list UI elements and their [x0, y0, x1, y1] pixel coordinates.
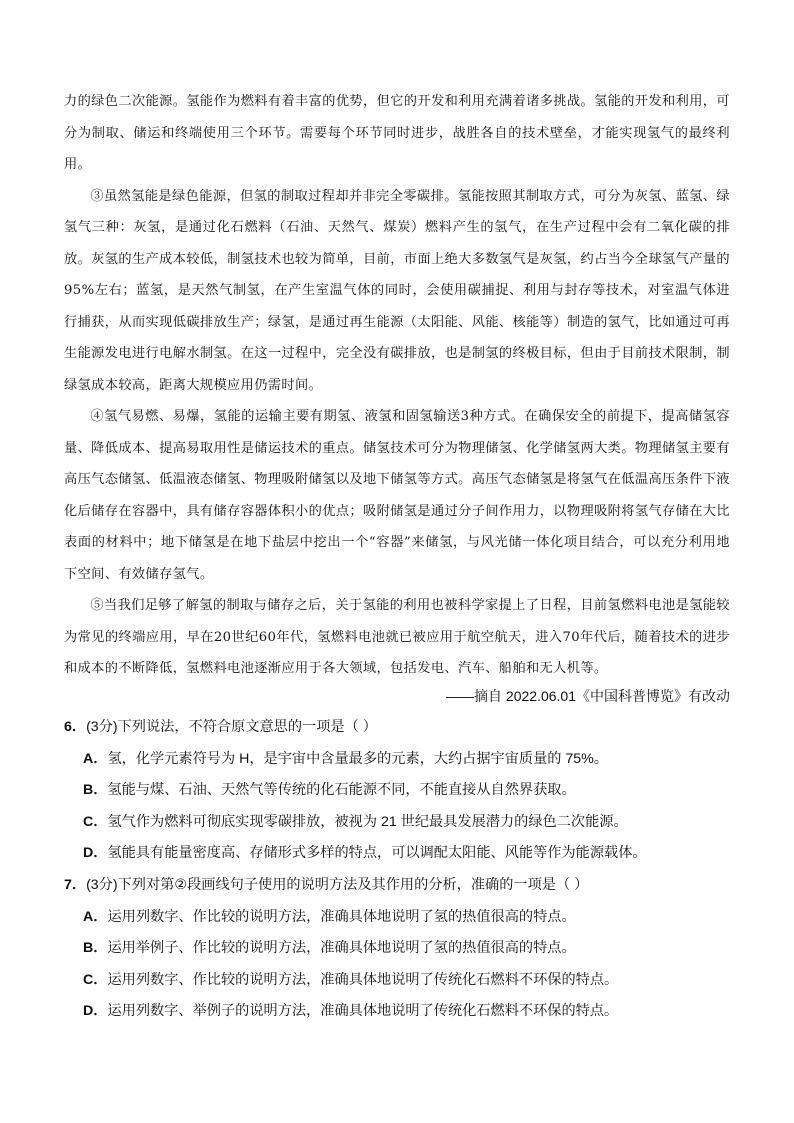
- option-text: 氢气作为燃料可彻底实现零碳排放，被视为 21 世纪最具发展潜力的绿色二次能源。: [107, 813, 628, 830]
- reading-passage: [64, 86, 730, 685]
- paragraph-5: ⑤当我们足够了解氢的制取与储存之后，关于氢能的利用也被科学家提上了日程，目前氢燃料电池是氢能较为常见的终端应用，早在20世纪60年代，氢燃料电池就已被应用于航空航天，进入70年代后，随着技术的进步和成本的不断降低，氢燃料电池逐渐应用于各大领域，包括发电、汽车、船舶和无人机等。: [64, 598, 730, 676]
- option-text: 运用列数字、作比较的说明方法，准确具体地说明了传统化石燃料不环保的特点。: [107, 971, 619, 988]
- option-text: 运用列数字、举例子的说明方法，准确具体地说明了传统化石燃料不环保的特点。: [107, 1003, 619, 1020]
- option-letter: B．: [83, 940, 108, 957]
- option-b[interactable]: [64, 775, 734, 807]
- option-letter: D．: [83, 845, 108, 862]
- paragraph-2-continuation: 力的绿色二次能源。氢能作为燃料有着丰富的优势，但它的开发和利用充满着诸多挑战。氢能的开发和利用，可分为制取、储运和终端使用三个环节。需要每个环节同时进步，战胜各自的技术壁垒，才能实现氢气的最终利用。: [64, 94, 730, 172]
- option-d[interactable]: [64, 838, 734, 870]
- option-b[interactable]: [64, 933, 734, 965]
- option-a[interactable]: [64, 744, 734, 776]
- question-list: [64, 712, 734, 1028]
- paragraph-4: ④氢气易燃、易爆，氢能的运输主要有期氢、液氢和固氢输送3种方式。在确保安全的前提下，提高储氢容量、降低成本、提高易取用性是储运技术的重点。储氢技术可分为物理储氢、化学储氢两大类。物理储氢主要有高压气态储氢、低温液态储氢、物理吸附储氢以及地下储氢等方式。高压气态储氢是将氢气在低温高压条件下液化后储存在容器中，具有储存容器体积小的优点；吸附储氢是通过分子间作用力，以物理吸附将氢气存储在大比表面的材料中；地下储氢是在地下盐层中挖出一个“容器”来储氢，与风光储一体化项目结合，可以充分利用地下空间、有效储存氢气。: [64, 409, 730, 582]
- option-d[interactable]: [64, 996, 734, 1028]
- option-c[interactable]: [64, 807, 734, 839]
- question-stem: [64, 712, 734, 744]
- option-letter: A．: [83, 908, 108, 925]
- option-letter: C．: [83, 971, 108, 988]
- option-letter: C．: [83, 813, 108, 830]
- option-text: 氢能与煤、石油、天然气等传统的化石能源不同，不能直接从自然界获取。: [107, 782, 576, 799]
- option-letter: A．: [83, 750, 108, 767]
- option-text: 运用举例子、作比较的说明方法，准确具体地说明了氢的热值很高的特点。: [107, 940, 576, 957]
- question-6: [64, 712, 734, 870]
- option-c[interactable]: [64, 965, 734, 997]
- option-text: 氢能具有能量密度高、存储形式多样的特点，可以调配太阳能、风能等作为能源载体。: [107, 845, 647, 862]
- question-stem: [64, 870, 734, 902]
- question-number: 7．: [64, 876, 87, 893]
- question-text: (3分)下列说法，不符合原文意思的一项是（ ）: [86, 719, 377, 735]
- question-7: [64, 870, 734, 1028]
- option-a[interactable]: [64, 902, 734, 934]
- option-letter: D．: [83, 1003, 108, 1020]
- option-text: 氢，化学元素符号为 H，是宇宙中含量最多的元素，大约占据宇宙质量的 75%。: [107, 750, 608, 767]
- question-text: (3分)下列对第②段画线句子使用的说明方法及其作用的分析，准确的一项是（ ）: [86, 876, 589, 893]
- question-number: 6．: [64, 719, 87, 735]
- option-letter: B．: [83, 782, 108, 799]
- option-text: 运用列数字、作比较的说明方法，准确具体地说明了氢的热值很高的特点。: [107, 908, 576, 925]
- source-citation: ——摘自 2022.06.01《中国科普博览》有改动: [446, 688, 730, 704]
- paragraph-3: ③虽然氢能是绿色能源，但氢的制取过程却并非完全零碳排。氢能按照其制取方式，可分为灰氢、蓝氢、绿氢气三种：灰氢，是通过化石燃料（石油、天然气、煤炭）燃料产生的氢气，在生产过程中会有二氧化碳的排放。灰氢的生产成本较低，制氢技术也较为简单，目前，市面上绝大多数氢气是灰氢，约占当今全球氢气产量的95%左右；蓝氢，是天然气制氢，在产生室温气体的同时，会使用碳捕捉、利用与封存等技术，对室温气体进行捕获，从而实现低碳排放生产；绿氢，是通过再生能源（太阳能、风能、核能等）制造的氢气，比如通过可再生能源发电进行电解水制氢。在这一过程中，完全没有碳排放，也是制氢的终极目标，但由于目前技术限制，制绿氢成本较高，距离大规模应用仍需时间。: [64, 188, 730, 393]
